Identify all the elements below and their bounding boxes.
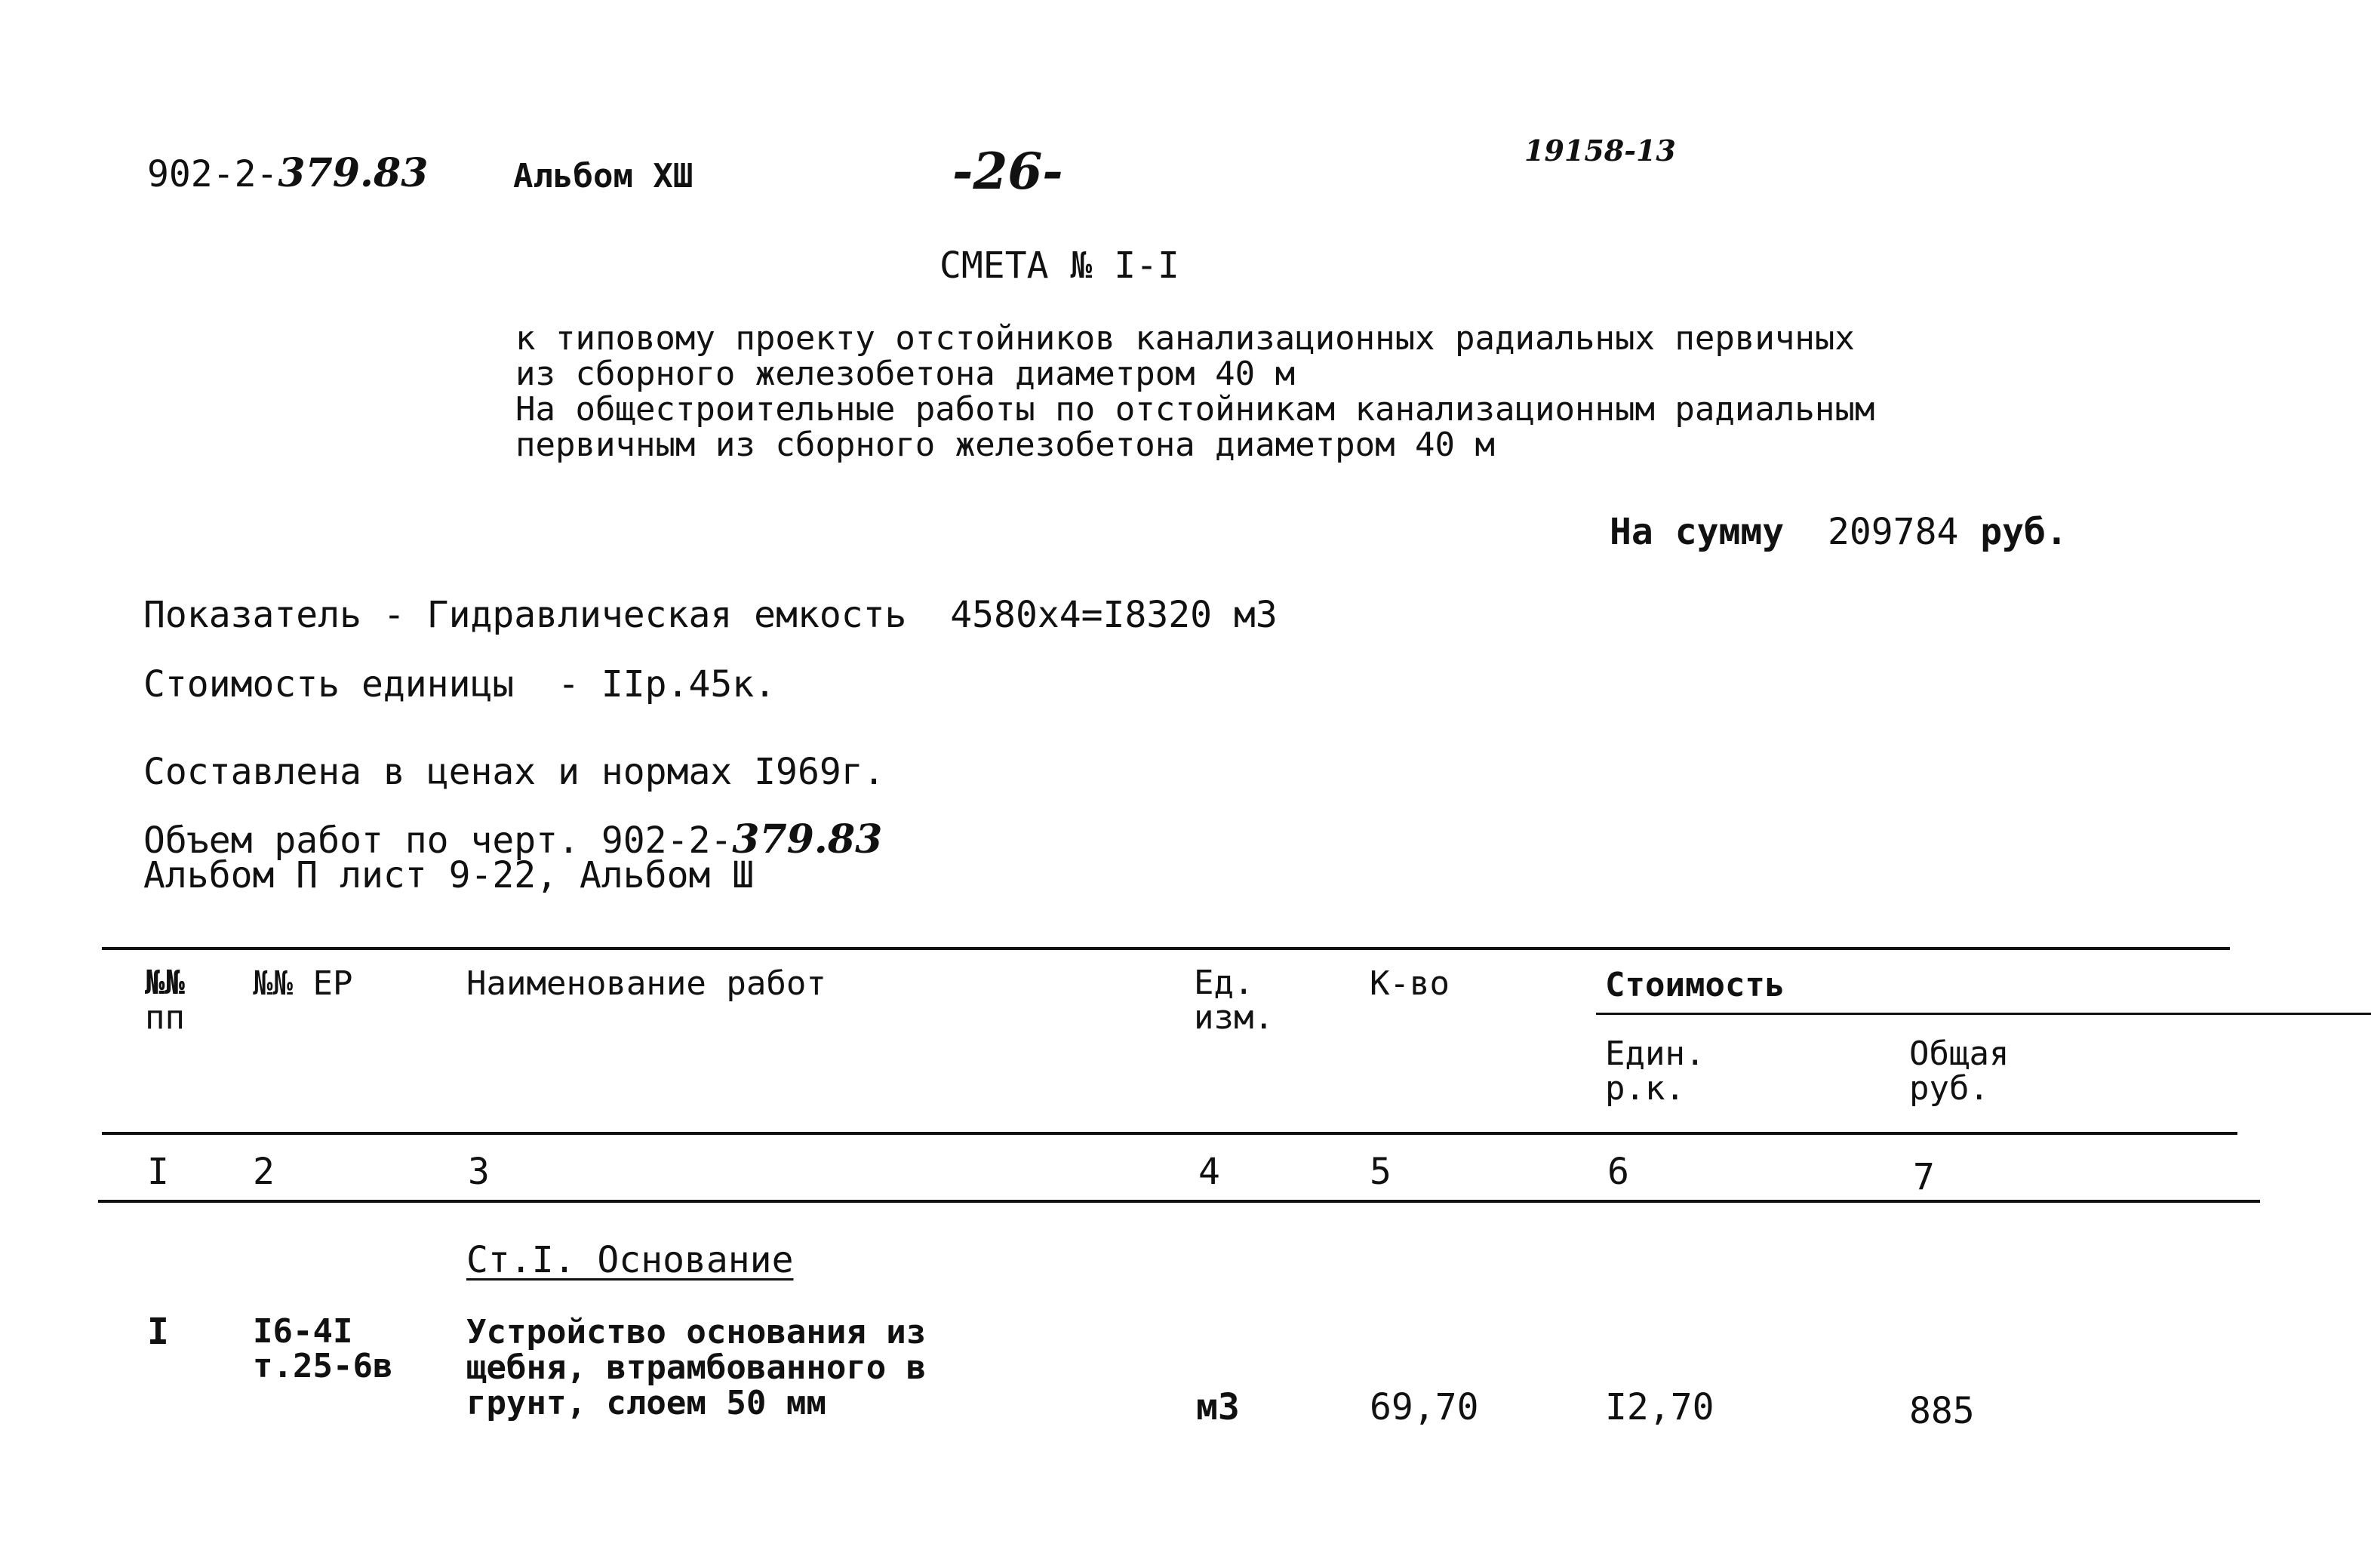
archive-number: 19158-13 xyxy=(1524,134,1676,168)
document-code-handwritten: 379.83 xyxy=(278,150,429,196)
column-number: I xyxy=(147,1151,169,1193)
header-col-code: №№ ЕР xyxy=(253,964,353,1003)
total-sum-unit: руб. xyxy=(1980,511,2068,553)
unit-cost-value: - IIр.45к. xyxy=(558,663,776,706)
column-numbers-rule xyxy=(98,1200,2260,1203)
row-total: 885 xyxy=(1909,1390,1975,1432)
total-sum-label: На сумму xyxy=(1610,511,1785,553)
unit-cost-label: Стоимость единицы xyxy=(143,663,515,706)
column-number: 7 xyxy=(1913,1156,1935,1198)
unit-cost xyxy=(143,663,776,706)
page-number: -26- xyxy=(952,142,1063,201)
estimate-subtitle xyxy=(515,321,1874,463)
volume-note-prefix: Объем работ по черт. 902-2- xyxy=(143,819,733,862)
row-unit: м3 xyxy=(1196,1386,1240,1428)
subtitle-line: к типовому проекту отстойников канализационных радиальных первичных xyxy=(515,319,1855,358)
table-top-rule xyxy=(102,947,2230,950)
row-quantity: 69,70 xyxy=(1370,1386,1479,1428)
header-col-total: Общая руб. xyxy=(1909,1035,2010,1108)
header-bottom-rule xyxy=(102,1132,2237,1135)
row-work-name: Устройство основания из щебня, втрамбованного в грунт, слоем 50 мм xyxy=(466,1313,927,1422)
row-unit-price: I2,70 xyxy=(1605,1386,1714,1428)
total-sum-value: 209784 xyxy=(1827,511,1959,553)
album-label: Альбом XШ xyxy=(513,157,693,195)
header-col-unit-price: Един. р.к. xyxy=(1605,1035,1705,1108)
column-number: 4 xyxy=(1198,1151,1220,1193)
column-number: 5 xyxy=(1370,1151,1392,1193)
subtitle-line: из сборного железобетона диаметром 40 м xyxy=(515,355,1296,393)
cost-group-rule xyxy=(1596,1013,2371,1015)
indicator-value: 4580x4=I8320 м3 xyxy=(950,594,1278,636)
total-sum xyxy=(1610,513,2068,551)
section-title: Ст.I. Основание xyxy=(466,1239,794,1281)
volume-note-handwritten: 379.83 xyxy=(732,816,883,862)
indicator-label: Показатель - Гидравлическая емкость xyxy=(143,594,907,636)
header-col-name: Наименование работ xyxy=(466,964,826,1003)
column-number: 3 xyxy=(468,1151,490,1193)
prices-note: Составлена в ценах и нормах I969г. xyxy=(143,751,885,793)
header-col-num: №№ пп xyxy=(145,964,185,1037)
estimate-title: СМЕТА № I-I xyxy=(939,244,1179,287)
document-code xyxy=(147,150,429,196)
subtitle-line: На общестроительные работы по отстойникам канализационным радиальным xyxy=(515,390,1875,429)
column-number: 6 xyxy=(1607,1151,1629,1193)
document-code-printed: 902-2- xyxy=(147,153,278,195)
header-col-unit: Ед. изм. xyxy=(1194,964,1274,1037)
column-number: 2 xyxy=(253,1151,275,1193)
volume-note-line2: Альбом П лист 9-22, Альбом Ш xyxy=(143,854,755,896)
header-cost-group: Стоимость xyxy=(1605,966,1785,1004)
subtitle-line: первичным из сборного железобетона диаметром 40 м xyxy=(515,426,1496,464)
row-code: I6-4I т.25-6в xyxy=(253,1312,393,1385)
indicator xyxy=(143,596,1278,634)
header-col-qty: К-во xyxy=(1370,964,1450,1003)
row-number: I xyxy=(147,1311,169,1353)
